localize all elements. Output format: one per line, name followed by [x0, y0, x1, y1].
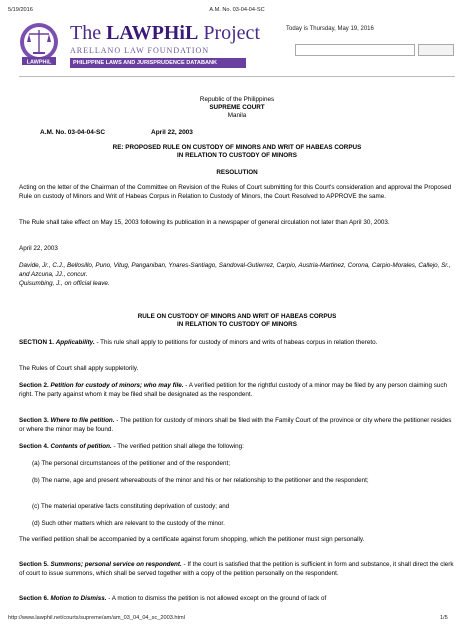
section-4: Section 4. Contents of petition. - The verified petition shall allege the following: [19, 443, 244, 450]
resolution-date: April 22, 2003 [19, 245, 58, 252]
official-leave-note: Quisumbing, J., on official leave. [19, 280, 110, 287]
republic-line: Republic of the Philippines [199, 96, 275, 103]
section-5: Section 5. Summons; personal service on respondent. - If the court is satisfied that the petition is sufficient in form and substance, it shall direct the clerk of court to issue summons, which shall be served together with a copy of the petition personally on the respondent. [19, 561, 454, 577]
brand-name: The LAWPHiL Project [70, 22, 260, 44]
court-city: Manila [227, 112, 247, 119]
rule-title-line-1: RULE ON CUSTODY OF MINORS AND WRIT OF HABEAS CORPUS [137, 313, 337, 320]
print-page-count: 1/5 [440, 615, 448, 621]
section-1: SECTION 1. Applicability. - This rule shall apply to petitions for custody of minors and writs of habeas corpus in relation thereto. [19, 339, 378, 346]
section-1-suppletory: The Rules of Court shall apply suppletorily. [19, 365, 139, 372]
am-number: A.M. No. 03-04-04-SC [40, 129, 106, 136]
databank-banner: PHILIPPINE LAWS AND JURISPRUDENCE DATABANK [70, 58, 246, 68]
print-url: http://www.lawphil.net/courts/supreme/am/am_03_04_04_sc_2003.html [8, 615, 185, 621]
resolution-paragraph-2: The Rule shall take effect on May 15, 2003 following its publication in a newspaper of general circulation not later than April 30, 2003. [19, 219, 390, 226]
section-4-item-b: (b) The name, age and present whereabouts of the minor and his or her relationship to the petitioner and the respondent; [32, 477, 369, 484]
court-name: SUPREME COURT [209, 104, 265, 111]
site-logo[interactable] [18, 22, 260, 72]
header-divider [19, 76, 455, 77]
section-4-closing: The verified petition shall be accompanied by a certificate against forum shopping, which the petitioner must sign personally. [19, 536, 365, 543]
am-date: April 22, 2003 [151, 129, 193, 136]
foundation-name: ARELLANO LAW FOUNDATION [70, 46, 210, 55]
seal-label: LAWPHiL [26, 59, 52, 66]
section-4-item-c: (c) The material operative facts constituting deprivation of custody; and [32, 503, 230, 510]
search-input[interactable] [295, 44, 415, 56]
rule-title-line-2: IN RELATION TO CUSTODY OF MINORS [177, 321, 297, 328]
re-title-line-1: RE: PROPOSED RULE ON CUSTODY OF MINORS AND WRIT OF HABEAS CORPUS [112, 144, 362, 151]
section-4-item-d: (d) Such other matters which are relevant to the custody of the minor. [32, 520, 225, 527]
section-4-item-a: (a) The personal circumstances of the petitioner and of the respondent; [32, 460, 231, 467]
section-2: Section 2. Petition for custody of minors; who may file. - A verified petition for the rightful custody of a minor may be filed by any person claiming such right. The party against whom it may be filed shall be designated as the respondent. [19, 382, 448, 398]
section-6: Section 6. Motion to Dismiss. - A motion to dismiss the petition is not allowed except on the ground of lack of [19, 595, 327, 602]
print-page-title: A.M. No. 03-04-04-SC [209, 7, 265, 13]
today-date: Today is Thursday, May 19, 2016 [286, 26, 374, 32]
concurring-justices: Davide, Jr., C.J., Bellosillo, Puno, Vitug, Panganiban, Ynares-Santiago, Sandoval-Gutierrez, Carpio, Austria-Martinez, Corona, Carpio-Morales, Callejo, Sr., and Azcuna, JJ., concur. [19, 262, 451, 278]
section-3: Section 3. Where to file petition. - The petition for custody of minors shall be filed with the Family Court of the province or city where the petitioner resides or where the minor may be found. [19, 417, 452, 433]
search-button[interactable] [418, 44, 454, 56]
resolution-heading: RESOLUTION [216, 169, 258, 176]
print-date: 5/19/2016 [8, 7, 33, 13]
resolution-paragraph-1: Acting on the letter of the Chairman of the Committee on Revision of the Rules of Court submitting for this Court's consideration and approval the Proposed Rule on custody of Minors and Writ of Habeas Corpus in Relation to Custody of Minors, the Court Resolved to APPROVE the same. [19, 184, 452, 200]
lawphil-seal-icon [18, 22, 64, 66]
re-title-line-2: IN RELATION TO CUSTODY OF MINORS [177, 152, 297, 159]
